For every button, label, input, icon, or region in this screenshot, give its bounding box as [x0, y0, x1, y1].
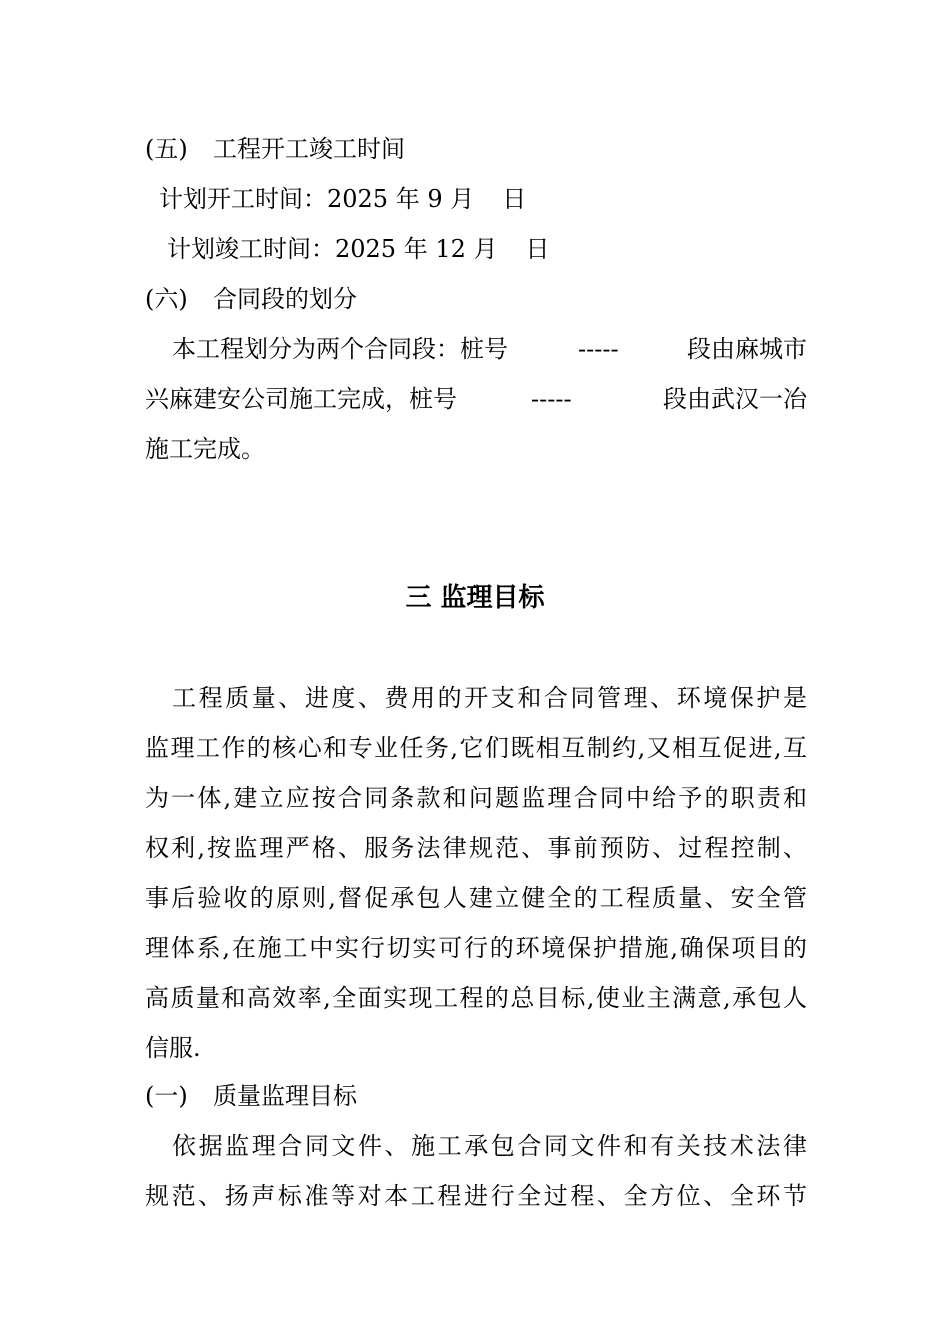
contract-text-1b: 段由麻城市	[687, 335, 807, 363]
contract-paragraph-line-1	[172, 334, 807, 364]
chapter-paragraph-line-4: 权利,按监理严格、服务法律规范、事前预防、过程控制、	[145, 834, 807, 862]
chapter-paragraph-line-3: 为一体,建立应按合同条款和问题监理合同中给予的职责和	[145, 784, 807, 812]
section-5-title: 工程开工竣工时间	[213, 135, 405, 163]
section-6-heading	[145, 284, 807, 314]
section-5-number: (五)	[145, 135, 188, 163]
chapter-paragraph-line-5: 事后验收的原则,督促承包人建立健全的工程质量、安全管	[145, 884, 807, 912]
contract-dash-1: -----	[578, 335, 619, 363]
section-1-number: (一)	[145, 1082, 188, 1110]
section-6-number: (六)	[145, 285, 188, 313]
contract-text-1a: 本工程划分为两个合同段：桩号	[172, 335, 508, 363]
section-1-heading	[145, 1081, 807, 1111]
chapter-paragraph-line-8: 信服.	[145, 1034, 201, 1062]
planned-start-label: 计划开工时间：2025 年 9 月	[159, 185, 475, 213]
chapter-paragraph-line-6: 理体系,在施工中实行切实可行的环境保护措施,确保项目的	[145, 934, 807, 962]
contract-paragraph-line-3: 施工完成。	[145, 435, 265, 463]
chapter-paragraph-line-2: 监理工作的核心和专业任务,它们既相互制约,又相互促进,互	[145, 734, 807, 762]
section-5-heading	[145, 134, 807, 164]
chapter-title: 三 监理目标	[405, 583, 545, 613]
quality-paragraph-line-1: 依据监理合同文件、施工承包合同文件和有关技术法律	[172, 1132, 807, 1160]
contract-dash-2: -----	[531, 385, 572, 413]
planned-end-label: 计划竣工时间：2025 年 12 月	[167, 235, 498, 263]
planned-start-day: 日	[502, 185, 527, 213]
contract-text-2a: 兴麻建安公司施工完成，桩号	[145, 385, 457, 413]
section-6-title: 合同段的划分	[213, 285, 357, 313]
planned-end-day: 日	[525, 235, 550, 263]
quality-paragraph-line-2: 规范、扬声标准等对本工程进行全过程、全方位、全环节	[145, 1182, 807, 1210]
chapter-paragraph-line-1: 工程质量、进度、费用的开支和合同管理、环境保护是	[172, 684, 807, 712]
planned-end-line	[167, 234, 829, 264]
contract-paragraph-line-2	[145, 384, 807, 414]
contract-text-2b: 段由武汉一冶	[663, 385, 807, 413]
planned-start-line	[159, 184, 821, 214]
section-1-title: 质量监理目标	[213, 1082, 357, 1110]
chapter-paragraph-line-7: 高质量和高效率,全面实现工程的总目标,使业主满意,承包人	[145, 984, 807, 1012]
